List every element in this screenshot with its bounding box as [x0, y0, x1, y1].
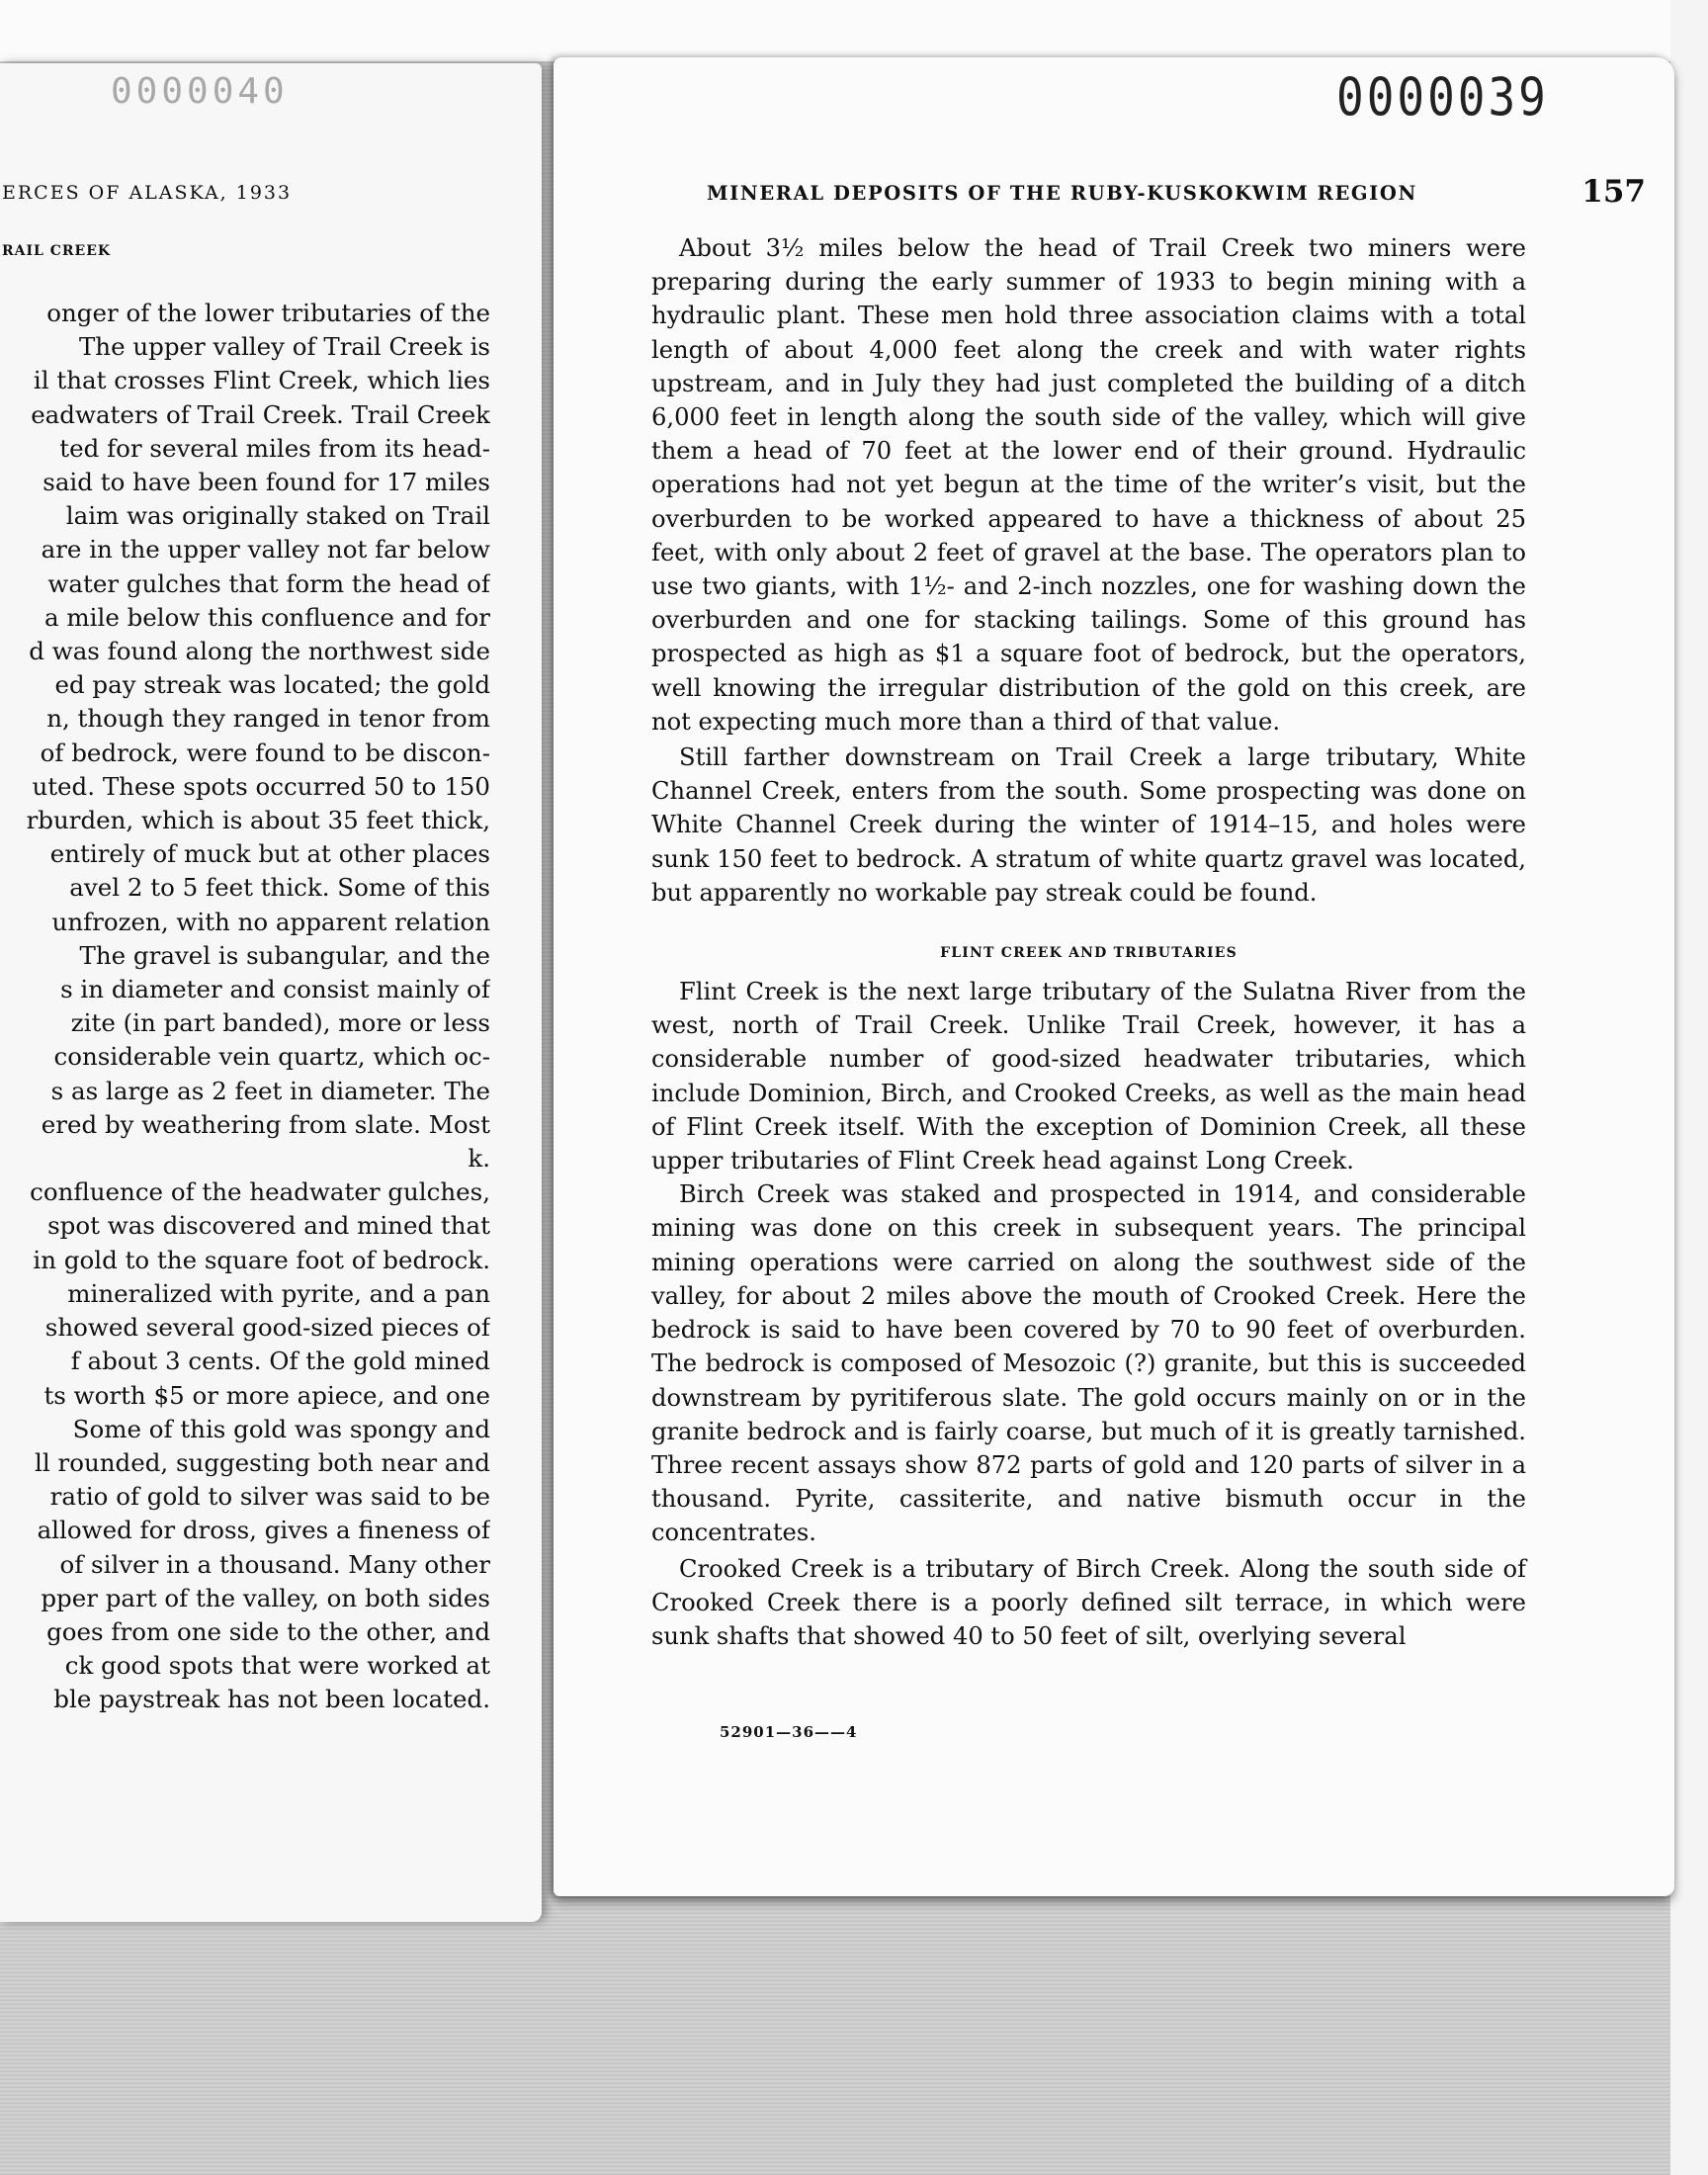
left-text-line: unfrozen, with no apparent relation: [51, 907, 490, 936]
paragraph: About 3½ miles below the head of Trail Creek two miners were preparing during the early summer of 1933 to begin mining with a hydraulic plant. These men hold three association claims with a total length of about 4,000 feet along the creek and with water rights upstream, and in July they had just completed the building of a ditch 6,000 feet in length along the south side of the valley, which will give them a head of 70 feet at the lower end of their ground. Hydraulic operations had not yet begun at the time of the writer’s visit, but the overburden to be worked appeared to have a thickness of about 25 feet, with only about 2 feet of gravel at the base. The operators plan to use two giants, with 1½- and 2-inch nozzles, one for washing down the overburden and one for stacking tailings. Some of this ground has prospected as high as $1 a square foot of bedrock, but the operators, well knowing the irregular distribution of the gold on this creek, are not expecting much more than a third of that value.: [651, 234, 1526, 736]
left-text-line: ck good spots that were worked at: [64, 1651, 490, 1681]
left-text-line: confluence of the headwater gulches,: [30, 1177, 490, 1207]
left-text-line: showed several good-sized pieces of: [44, 1313, 490, 1343]
document-stamp-number: 0000039: [1336, 65, 1549, 129]
left-text-line: goes from one side to the other, and: [46, 1616, 490, 1646]
right-body-text: [651, 231, 1526, 1653]
left-text-line: The gravel is subangular, and the: [79, 940, 490, 970]
left-text-line: ts worth $5 or more apiece, and one: [43, 1380, 490, 1410]
left-subhead: RAIL CREEK: [2, 243, 112, 259]
left-text-line: eadwaters of Trail Creek. Trail Creek: [31, 399, 490, 429]
section-heading: FLINT CREEK AND TRIBUTARIES: [940, 945, 1238, 962]
left-text-line: allowed for dross, gives a fineness of: [37, 1516, 490, 1545]
left-text-line: avel 2 to 5 feet thick. Some of this: [69, 873, 490, 903]
left-text-line: ll rounded, suggesting both near and: [35, 1447, 490, 1477]
left-text-line: laim was originally staked on Trail: [65, 501, 490, 531]
signature-code: 52901—36——4: [720, 1723, 858, 1741]
left-text-line: ted for several miles from its head-: [59, 433, 490, 463]
left-text-line: ratio of gold to silver was said to be: [49, 1482, 490, 1512]
left-text-line: of bedrock, were found to be discon-: [40, 738, 490, 767]
paragraph: Birch Creek was staked and prospected in 1914, and considerable mining was done on this creek in subsequent years. The principal mining operations were carried on along the southwest side of the valley, for about 2 miles above the mouth of Crooked Creek. Here the bedrock is said to have been covered by 70 to 90 feet of overburden. The bedrock is composed of Mesozoic (?) granite, but this is succeeded downstream by pyritiferous slate. The gold occurs mainly on or in the granite bedrock and is fairly coarse, but much of it is greatly tarnished. Three recent assays show 872 parts of gold and 120 parts of silver in a thousand. Pyrite, cassiterite, and native bismuth occur in the concentrates.: [651, 1180, 1526, 1547]
left-text-line: mineralized with pyrite, and a pan: [67, 1278, 490, 1308]
left-text-line: of silver in a thousand. Many other: [59, 1549, 490, 1579]
left-text-line: k.: [468, 1144, 490, 1174]
left-text-line: spot was discovered and mined that: [47, 1211, 490, 1241]
left-text-line: uted. These spots occurred 50 to 150: [32, 771, 490, 801]
left-text-line: The upper valley of Trail Creek is: [78, 332, 490, 362]
left-text-line: rburden, which is about 35 feet thick,: [26, 806, 490, 835]
left-text-line: zite (in part banded), more or less: [70, 1008, 490, 1038]
left-text-line: pper part of the valley, on both sides: [41, 1583, 490, 1612]
left-text-line: onger of the lower tributaries of the: [46, 299, 490, 327]
left-text-line: entirely of muck but at other places: [49, 839, 490, 869]
left-text-line: in gold to the square foot of bedrock.: [33, 1245, 490, 1274]
left-text-line: water gulches that form the head of: [47, 568, 490, 598]
left-text-line: a mile below this confluence and for: [44, 602, 490, 632]
scan-right-margin: [1670, 0, 1708, 2175]
paragraph: Flint Creek is the next large tributary of the Sulatna River from the west, north of Trail Creek. Unlike Trail Creek, however, it has a considerable number of good-sized headwater tributaries, which include Dominion, Birch, and Crooked Creeks, as well as the main head of Flint Creek itself. With the exception of Dominion Creek, all these upper tributaries of Flint Creek head against Long Creek.: [651, 978, 1526, 1175]
left-text-line: ed pay streak was located; the gold: [54, 670, 490, 700]
left-header-text: ERCES OF ALASKA, 1933: [2, 182, 293, 204]
paragraph: Crooked Creek is a tributary of Birch Creek. Along the south side of Crooked Creek there is a poorly defined silt terrace, in which were sunk shafts that showed 40 to 50 feet of silt, overlying several: [651, 1554, 1526, 1650]
right-page: [554, 57, 1674, 1896]
left-text-line: s as large as 2 feet in diameter. The: [50, 1076, 490, 1105]
left-text-line: said to have been found for 17 miles: [43, 468, 490, 497]
left-ghost-number: 0000040: [111, 71, 289, 112]
left-text-line: are in the upper valley not far below: [41, 535, 490, 565]
left-running-header: [0, 182, 542, 212]
left-text-line: s in diameter and consist mainly of: [60, 975, 490, 1004]
right-header-text: MINERAL DEPOSITS OF THE RUBY-KUSKOKWIM REGION: [707, 182, 1417, 205]
left-text-line: Some of this gold was spongy and: [72, 1414, 490, 1443]
left-text-line: ble paystreak has not been located.: [53, 1685, 490, 1714]
left-text-line: il that crosses Flint Creek, which lies: [33, 366, 490, 395]
page-number: 157: [1581, 174, 1646, 210]
scan-top-margin: [0, 0, 1708, 61]
paragraph: Still farther downstream on Trail Creek a large tributary, White Channel Creek, enters from the south. Some prospecting was done on White Channel Creek during the winter of 1914–15, and holes were sunk 150 feet to bedrock. A stratum of white quartz gravel was located, but apparently no workable pay streak could be found.: [651, 743, 1526, 907]
left-column-text: [0, 297, 490, 1717]
right-running-header: [707, 174, 1646, 210]
left-text-line: ered by weathering from slate. Most: [41, 1109, 490, 1139]
left-text-line: considerable vein quartz, which oc-: [53, 1042, 490, 1072]
left-text-line: f about 3 cents. Of the gold mined: [70, 1347, 490, 1376]
left-text-line: d was found along the northwest side: [29, 637, 490, 666]
left-text-line: n, though they ranged in tenor from: [46, 704, 490, 734]
left-page: [0, 63, 542, 1922]
